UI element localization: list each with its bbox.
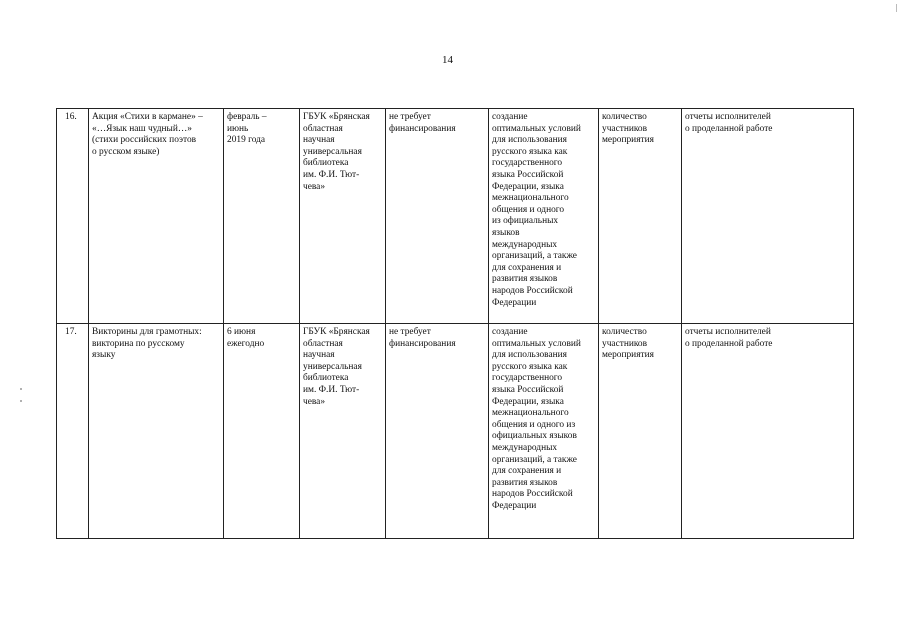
- executor-cell: ГБУК «Брянская областная научная универсальная библиотека им. Ф.И. Тют- чева»: [300, 109, 386, 324]
- goal-cell: создание оптимальных условий для использования русского языка как государственного языка Российской Федерации, языка межнационального общения и одного из официальных языков международных организаций, а также для сохранения и развития языков народов Российской Федерации: [489, 324, 599, 539]
- event-cell: Викторины для грамотных: викторина по русскому языку: [89, 324, 224, 539]
- event-cell: Акция «Стихи в кармане» – «…Язык наш чудный…» (стихи российских поэтов о русском языке): [89, 109, 224, 324]
- row-number-cell: 17.: [57, 324, 89, 539]
- funding-cell: не требует финансирования: [386, 324, 489, 539]
- goal-cell: создание оптимальных условий для использования русского языка как государственного языка Российской Федерации, языка межнационального общения и одного из официальных языков международных организаций, а также для сохранения и развития языков народов Российской Федерации: [489, 109, 599, 324]
- row-number-cell: 16.: [57, 109, 89, 324]
- page-number: 14: [442, 54, 453, 66]
- plan-table: [56, 108, 854, 539]
- table-row: [57, 324, 854, 539]
- scan-edge-mark: [896, 4, 897, 12]
- table-row: [57, 109, 854, 324]
- report-cell: отчеты исполнителей о проделанной работе: [682, 324, 854, 539]
- scan-speck: [20, 388, 22, 390]
- scan-speck: [20, 400, 22, 402]
- executor-cell: ГБУК «Брянская областная научная универсальная библиотека им. Ф.И. Тют- чева»: [300, 324, 386, 539]
- indicator-cell: количество участников мероприятия: [599, 109, 682, 324]
- report-cell: отчеты исполнителей о проделанной работе: [682, 109, 854, 324]
- period-cell: февраль – июнь 2019 года: [224, 109, 300, 324]
- period-cell: 6 июня ежегодно: [224, 324, 300, 539]
- funding-cell: не требует финансирования: [386, 109, 489, 324]
- indicator-cell: количество участников мероприятия: [599, 324, 682, 539]
